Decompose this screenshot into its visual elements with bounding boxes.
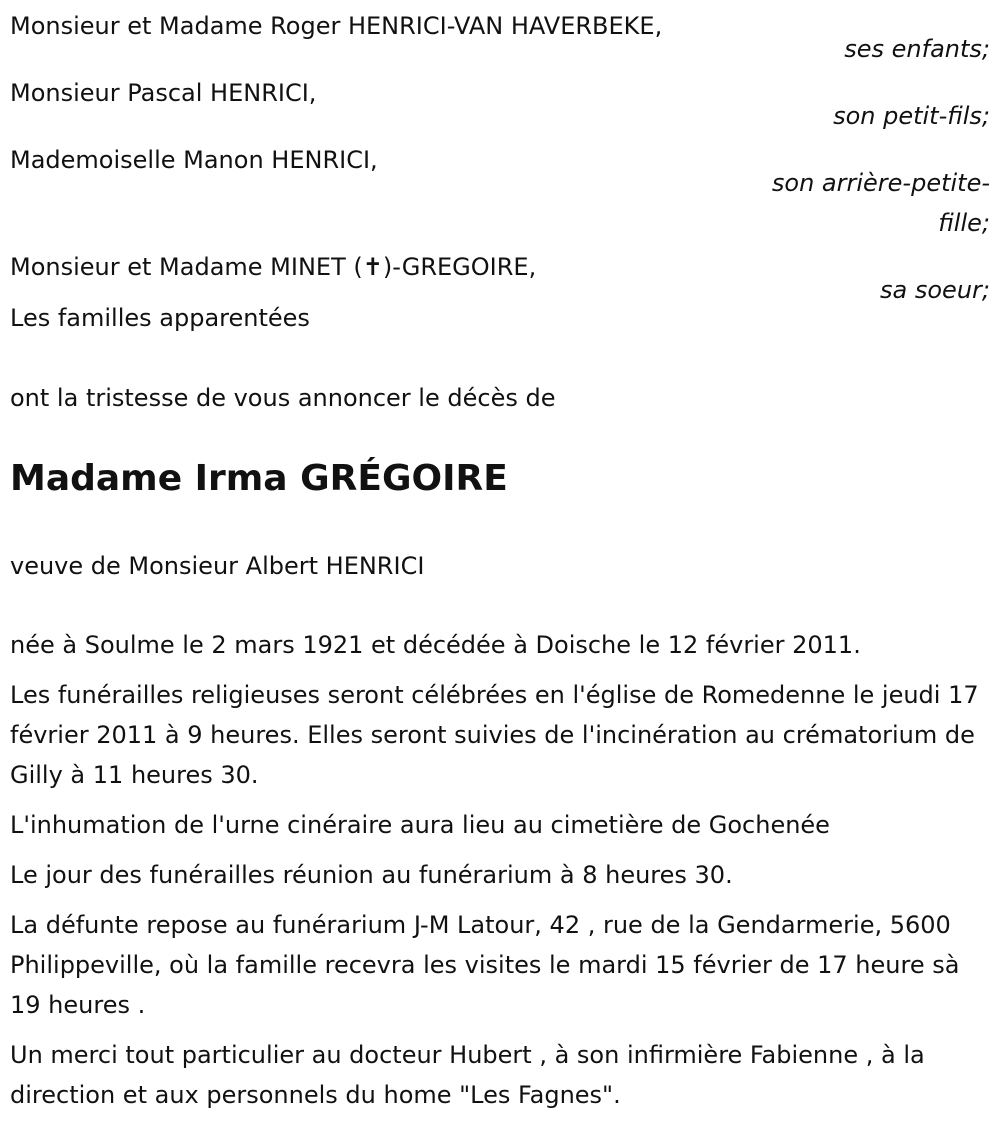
family-member-name: Monsieur Pascal HENRICI, (10, 79, 317, 107)
family-member-relation: son arrière-petite-fille; (771, 169, 990, 237)
related-families: Les familles apparentées (10, 304, 310, 332)
paragraph-burial: L'inhumation de l'urne cinéraire aura lieu au cimetière de Gochenée (10, 811, 830, 839)
family-member-relation: son petit-fils; (833, 102, 990, 130)
announcement-text: ont la tristesse de vous annoncer le décès de (10, 384, 556, 412)
family-list (10, 6, 990, 310)
paragraph-funeral: Les funérailles religieuses seront célébrées en l'église de Romedenne le jeudi 17 février 2011 à 9 heures. Elles seront suivies de l'incinération au crématorium de Gilly à 11 heures 30. (10, 681, 979, 789)
paragraph-thanks: Un merci tout particulier au docteur Hubert , à son infirmière Fabienne , à la direction et aux personnels du home "Les Fagnes". (10, 1041, 925, 1109)
paragraph-visitation: La défunte repose au funérarium J-M Latour, 42 , rue de la Gendarmerie, 5600 Philippeville, où la famille recevra les visites le mardi 15 février de 17 heure sà 19 heures . (10, 911, 960, 1019)
paragraph-meeting: Le jour des funérailles réunion au funérarium à 8 heures 30. (10, 861, 733, 889)
family-member-name: Monsieur et Madame MINET (✝)-GREGOIRE, (10, 253, 537, 281)
family-member-relation: ses enfants; (844, 35, 990, 63)
family-entry (10, 140, 990, 243)
details-section (10, 625, 995, 1125)
family-entry (10, 6, 990, 69)
paragraph-birth-death: née à Soulme le 2 mars 1921 et décédée à Doische le 12 février 2011. (10, 631, 861, 659)
family-member-name: Monsieur et Madame Roger HENRICI-VAN HAVERBEKE, (10, 12, 663, 40)
widow-of-text: veuve de Monsieur Albert HENRICI (10, 552, 425, 580)
family-member-relation: sa soeur; (880, 276, 990, 304)
family-member-name: Mademoiselle Manon HENRICI, (10, 146, 378, 174)
deceased-name: Madame Irma GRÉGOIRE (10, 458, 508, 499)
family-entry (10, 73, 990, 136)
